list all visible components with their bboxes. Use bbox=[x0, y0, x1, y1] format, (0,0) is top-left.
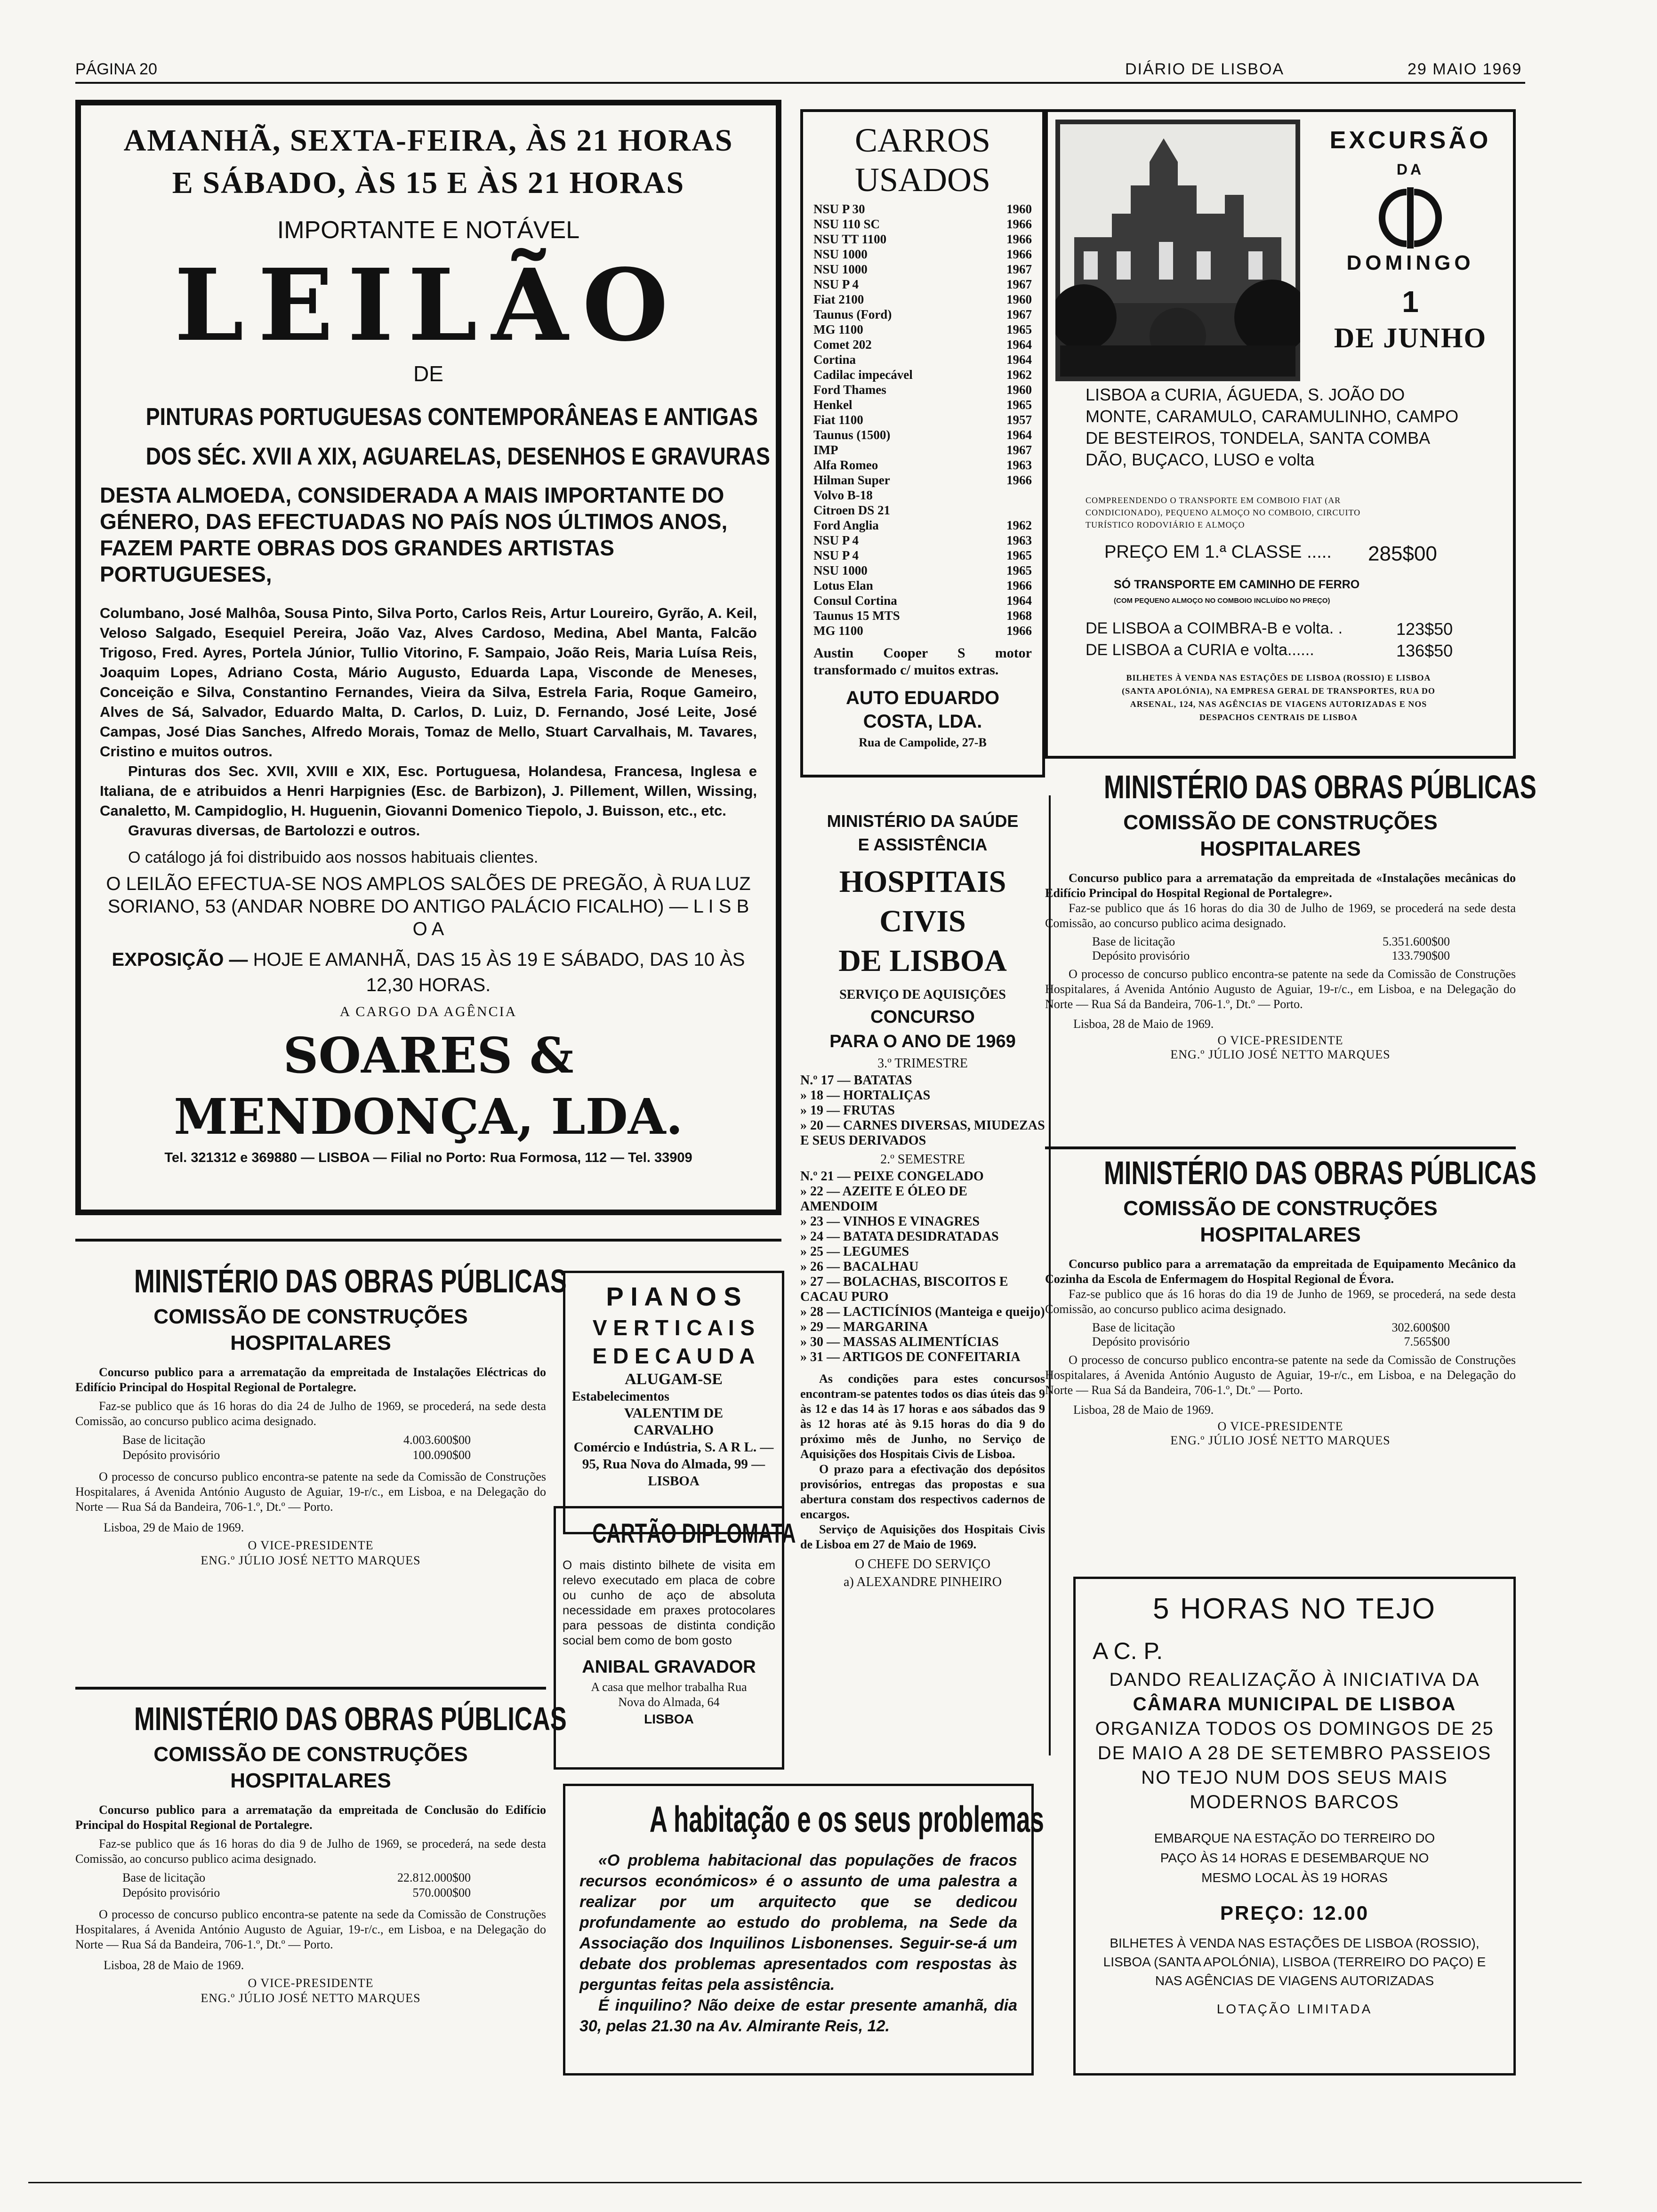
pianos-t6: VALENTIM DE CARVALHO bbox=[624, 1405, 724, 1438]
carros-list bbox=[813, 201, 1032, 638]
car-item bbox=[813, 473, 1032, 488]
mop-notice-right-1 bbox=[1045, 767, 1536, 1144]
car-year: 1966 bbox=[1006, 217, 1032, 231]
leilao-line1: AMANHÃ, SEXTA-FEIRA, ÀS 21 HORAS bbox=[123, 123, 733, 158]
hospitais-semestre: 2.º SEMESTRE bbox=[880, 1152, 965, 1167]
mop-notice-left-2 bbox=[75, 1699, 567, 2113]
mop-right1-p2: Faz-se publico que ás 16 horas do dia 30 de Julho de 1969, se procederá na sede desta Comissão, ao concurso publico acima designado. bbox=[1045, 901, 1516, 930]
car-item bbox=[813, 216, 1032, 232]
car-model: Cortina bbox=[813, 353, 856, 367]
mop-left1-base: 4.003.600$00 bbox=[403, 1433, 471, 1447]
mop-left2-title: MINISTÉRIO DAS OBRAS PÚBLICAS bbox=[134, 1700, 567, 1737]
carros-austin: Austin Cooper S motor transformado c/ muitos extras. bbox=[813, 645, 1032, 678]
cartao-ad bbox=[554, 1506, 796, 1770]
excursao-p2-label: DE LISBOA a CURIA e volta...... bbox=[1086, 641, 1314, 659]
mop-left1-title: MINISTÉRIO DAS OBRAS PÚBLICAS bbox=[134, 1263, 567, 1299]
car-model: NSU TT 1100 bbox=[813, 232, 887, 246]
cartao-firm: ANIBAL GRAVADOR bbox=[582, 1657, 756, 1677]
leilao-tel: Tel. 321312 e 369880 — LISBOA — Filial no Porto: Rua Formosa, 112 — Tel. 33909 bbox=[164, 1150, 692, 1165]
carros-ad bbox=[800, 109, 1045, 777]
car-year: 1966 bbox=[1006, 624, 1032, 638]
hospital-item: » 30 — MASSAS ALIMENTÍCIAS bbox=[800, 1335, 999, 1349]
car-model: NSU 1000 bbox=[813, 563, 868, 577]
car-year: 1960 bbox=[1006, 292, 1032, 306]
car-item bbox=[813, 488, 1032, 503]
car-model: Cadilac impecável bbox=[813, 368, 913, 382]
car-item bbox=[813, 578, 1032, 593]
mop-left2-base-label: Base de licitação bbox=[122, 1871, 206, 1884]
car-item bbox=[813, 337, 1032, 352]
excursao-preco-label: PREÇO EM 1.ª CLASSE ..... bbox=[1104, 542, 1332, 562]
mop-left1-p2: Faz-se publico que ás 16 horas do dia 24 de Julho de 1969, se procederá, na sede desta Comissão, ao concurso publico acima designado. bbox=[75, 1399, 546, 1428]
car-item bbox=[813, 533, 1032, 548]
cp-logo-icon bbox=[1377, 183, 1443, 253]
leilao-cargo: A CARGO DA AGÊNCIA bbox=[339, 1004, 517, 1019]
hospital-item: » 28 — LACTICÍNIOS (Manteiga e queijo) bbox=[800, 1305, 1045, 1319]
car-model: Fiat 1100 bbox=[813, 413, 863, 427]
car-item bbox=[813, 307, 1032, 322]
hospitais-min2: E ASSISTÊNCIA bbox=[858, 835, 988, 854]
pianos-t4: ALUGAM-SE bbox=[625, 1370, 723, 1388]
car-item bbox=[813, 442, 1032, 457]
mop-notice-right-2 bbox=[1045, 1153, 1536, 1544]
hospital-item: N.º 17 — BATATAS bbox=[800, 1073, 912, 1088]
cartao-city: LISBOA bbox=[644, 1712, 694, 1726]
hospital-item: » 29 — MARGARINA bbox=[800, 1320, 928, 1334]
tejo-preco: PREÇO: 12.00 bbox=[1220, 1902, 1369, 1924]
excursao-so: SÓ TRANSPORTE EM CAMINHO DE FERRO bbox=[1114, 578, 1360, 591]
car-year: 1962 bbox=[1006, 368, 1032, 382]
car-item bbox=[813, 548, 1032, 563]
mop-left2-date: Lisboa, 28 de Maio de 1969. bbox=[104, 1958, 244, 1972]
leilao-firm: SOARES & MENDONÇA, LDA. bbox=[174, 1026, 683, 1146]
mop-right1-base-label: Base de licitação bbox=[1092, 935, 1175, 948]
excursao-domingo: DOMINGO bbox=[1346, 251, 1474, 274]
pianos-t3: E D E C A U D A bbox=[592, 1344, 755, 1368]
hospitais-servico: SERVIÇO DE AQUISIÇÕES bbox=[839, 987, 1006, 1002]
leilao-gravuras: Gravuras diversas, de Bartolozzi e outros. bbox=[128, 822, 420, 839]
excursao-month: DE JUNHO bbox=[1334, 322, 1487, 353]
car-model: NSU 110 SC bbox=[813, 217, 880, 231]
car-year: 1964 bbox=[1006, 353, 1032, 367]
car-item bbox=[813, 322, 1032, 337]
car-model: Comet 202 bbox=[813, 337, 872, 352]
excursao-ad bbox=[1045, 109, 1516, 759]
hospitais-title2: DE LISBOA bbox=[838, 944, 1007, 978]
mop-right2-p1: Concurso publico para a arrematação da empreitada de Equipamento Mecânico da Cozinha da Escola de Enfermagem do Hospital Regional de Évora. bbox=[1045, 1257, 1516, 1286]
pianos-t1: P I A N O S bbox=[606, 1282, 741, 1311]
car-model: Hilman Super bbox=[813, 473, 890, 487]
car-model: Lotus Elan bbox=[813, 578, 873, 593]
hospital-item: » 20 — CARNES DIVERSAS, MIUDEZAS E SEUS DERIVADOS bbox=[800, 1118, 1045, 1148]
tejo-t7: BILHETES À VENDA NAS ESTAÇÕES DE LISBOA (ROSSIO), LISBOA (SANTA APOLÓNIA), LISBOA (TERREIRO DO PAÇO) E NAS AGÊNCIAS DE VIAGENS AUTORIZADAS bbox=[1103, 1936, 1486, 1988]
mop-left2-p1: Concurso publico para a arrematação da empreitada de Conclusão do Edifício Principal do Hospital Regional de Portalegre. bbox=[75, 1803, 546, 1832]
hospital-item: » 22 — AZEITE E ÓLEO DE AMENDOIM bbox=[800, 1184, 967, 1214]
car-model: Taunus (Ford) bbox=[813, 307, 892, 321]
car-year: 1966 bbox=[1006, 473, 1032, 487]
habitacao-text: «O problema habitacional das populações de fracos recursos económicos» é o assunto de uma palestra a realizar por um arquitecto que se dedicou profundamente ao estudo do problema, na Sede da Associação dos Inquilinos Lisbonenses. Seguir-se-á um debate dos problemas apresentados com respostas às perguntas feitas pela assistência. bbox=[579, 1851, 1017, 1994]
hospitais-p3: Serviço de Aquisições dos Hospitais Civis de Lisboa em 27 de Maio de 1969. bbox=[800, 1523, 1045, 1551]
mop-right2-date: Lisboa, 28 de Maio de 1969. bbox=[1073, 1403, 1214, 1417]
car-year: 1957 bbox=[1006, 413, 1032, 427]
car-item bbox=[813, 518, 1032, 533]
hospitais-p1: As condições para estes concursos encontram-se patentes todos os dias úteis das 9 às 12 e das 14 às 17 horas e aos sábados das 9 às 12 horas até às 9.15 horas do dia 9 do próximo mês de Junho, no Serviço de Aquisições dos Hospitais Civis de Lisboa. bbox=[800, 1372, 1045, 1461]
car-item bbox=[813, 397, 1032, 412]
excursao-preco: 285$00 bbox=[1368, 542, 1437, 565]
newspaper-name: DIÁRIO DE LISBOA bbox=[1125, 60, 1285, 78]
mop-right2-comissao: COMISSÃO DE CONSTRUÇÕES HOSPITALARES bbox=[1123, 1197, 1438, 1246]
mop-left1-date: Lisboa, 29 de Maio de 1969. bbox=[104, 1521, 244, 1534]
car-year: 1960 bbox=[1006, 383, 1032, 397]
mop-right2-base: 302.600$00 bbox=[1392, 1321, 1450, 1334]
tejo-cp: A C. P. bbox=[1093, 1638, 1163, 1664]
hospitais-p2: O prazo para a efectivação dos depósitos provisórios, entregas das propostas e sua abertura constam dos respectivos cadernos de encargos. bbox=[800, 1462, 1045, 1521]
car-model: Alfa Romeo bbox=[813, 458, 878, 472]
car-model: NSU P 4 bbox=[813, 277, 859, 291]
hospitais-list-trimestre bbox=[800, 1073, 1045, 1148]
excursao-bilhetes: BILHETES À VENDA NAS ESTAÇÕES DE LISBOA (ROSSIO) E LISBOA (SANTA APOLÓNIA), NA EMPRESA GERAL DE TRANSPORTES, RUA DO ARSENAL, 124, NAS AGÊNCIAS DE VIAGENS AUTORIZADAS E NOS DESPACHOS CENTRAIS DE LISBOA bbox=[1122, 673, 1435, 722]
car-item bbox=[813, 608, 1032, 623]
leilao-pinturas: Pinturas dos Sec. XVII, XVIII e XIX, Esc. Portuguesa, Holandesa, Francesa, Inglesa e Italiana, de e atribuidos a Henri Harpignies (Esc. de Barbizon), J. Pillement, Willen, Wissing, Canaletto, M. Campidoglio, H. Huguenin, Giovanni Domenico Tiepolo, J. Buisson, etc., etc. bbox=[100, 763, 757, 819]
car-item bbox=[813, 503, 1032, 518]
car-year: 1967 bbox=[1006, 307, 1032, 321]
cartao-text: O mais distinto bilhete de visita em relevo executado em placa de cobre ou cunho de aço de absoluta necessidade em praxes protocolares para pessoas de distinta condição social bem como de bom gosto bbox=[563, 1558, 775, 1647]
leilao-artists: Columbano, José Malhôa, Sousa Pinto, Silva Porto, Carlos Reis, Artur Loureiro, Gyrão, A. Keil, Veloso Salgado, Esequiel Pereira, João Vaz, Alves Cardoso, Medina, Abel Manta, Falcão Trigoso, Fred. Ayres, Portela Júnior, Tullio Vitorino, F. Sampaio, João Reis, Maria Luísa Reis, Joaquim Lopes, Adriano Costa, Mário Augusto, Eduarda Lapa, Visconde de Meneses, Conceição e Silva, Constantino Fernandes, Vieira da Silva, Estrela Faria, Roque Gameiro, Alves de Sá, Salvador, Eduardo Malta, D. Carlos, D. Luiz, D. Fernando, José Leite, José Campas, José Dias Sanches, Alfredo Morais, Tomaz de Mello, Stuart Carvalhais, M. Tavares, Cristino e muitos outros. bbox=[100, 605, 757, 760]
mop-right2-eng: ENG.º JÚLIO JOSÉ NETTO MARQUES bbox=[1170, 1434, 1391, 1447]
bottom-rule bbox=[28, 2182, 1582, 2183]
mop-right1-comissao: COMISSÃO DE CONSTRUÇÕES HOSPITALARES bbox=[1123, 811, 1438, 860]
hospitais-chefe: O CHEFE DO SERVIÇO bbox=[855, 1557, 990, 1571]
excursao-title: EXCURSÃO bbox=[1329, 127, 1491, 154]
car-year: 1967 bbox=[1006, 277, 1032, 291]
tejo-t5: ORGANIZA TODOS OS DOMINGOS DE 25 DE MAIO A 28 DE SETEMBRO PASSEIOS NO TEJO NUM DOS SEUS MAIS MODERNOS BARCOS bbox=[1095, 1718, 1494, 1812]
masthead-rule bbox=[75, 82, 1525, 84]
car-model: Henkel bbox=[813, 398, 853, 412]
mop-left2-p3: O processo de concurso publico encontra-se patente na sede da Comissão de Construções Hospitalares, á Avenida António Augusto de Aguiar, 19-r/c., em Lisboa, e na Delegação do Norte — Rua Sá da Bandeira, 706-1.º, Dt.º — Porto. bbox=[75, 1907, 546, 1951]
car-year: 1968 bbox=[1006, 609, 1032, 623]
hospitais-ano: PARA O ANO DE 1969 bbox=[829, 1032, 1016, 1051]
car-year: 1967 bbox=[1006, 262, 1032, 276]
mop-left1-eng: ENG.º JÚLIO JOSÉ NETTO MARQUES bbox=[201, 1554, 421, 1567]
mop-right1-eng: ENG.º JÚLIO JOSÉ NETTO MARQUES bbox=[1170, 1048, 1391, 1061]
car-model: Taunus 15 MTS bbox=[813, 609, 900, 623]
mop-right2-title: MINISTÉRIO DAS OBRAS PÚBLICAS bbox=[1104, 1154, 1536, 1191]
mop-left1-comissao: COMISSÃO DE CONSTRUÇÕES HOSPITALARES bbox=[153, 1305, 468, 1354]
car-model: Ford Anglia bbox=[813, 518, 879, 532]
excursao-so-small: (COM PEQUENO ALMOÇO NO COMBOIO INCLUÍDO NO PREÇO) bbox=[1114, 597, 1330, 605]
mop-left1-vp: O VICE-PRESIDENTE bbox=[248, 1539, 374, 1552]
car-year: 1964 bbox=[1006, 593, 1032, 608]
car-model: Fiat 2100 bbox=[813, 292, 864, 306]
car-model: NSU 1000 bbox=[813, 262, 868, 276]
mop-right2-dep: 7.565$00 bbox=[1404, 1335, 1450, 1348]
leilao-de: DE bbox=[413, 361, 443, 386]
car-model: Consul Cortina bbox=[813, 593, 897, 608]
mop-left-rule bbox=[75, 1687, 546, 1690]
mop-right2-vp: O VICE-PRESIDENTE bbox=[1217, 1419, 1343, 1433]
hospital-item: » 26 — BACALHAU bbox=[800, 1259, 919, 1274]
pianos-t7: Comércio e Indústria, S. A R L. — 95, Rua Nova do Almada, 99 — LISBOA bbox=[573, 1440, 774, 1489]
mop-left2-comissao: COMISSÃO DE CONSTRUÇÕES HOSPITALARES bbox=[153, 1743, 468, 1792]
issue-date: 29 MAIO 1969 bbox=[1408, 60, 1522, 78]
car-year: 1964 bbox=[1006, 337, 1032, 352]
car-item bbox=[813, 262, 1032, 277]
car-year: 1966 bbox=[1006, 247, 1032, 261]
mop-left2-dep-label: Depósito provisório bbox=[122, 1886, 220, 1899]
tejo-camara: CÂMARA MUNICIPAL DE LISBOA bbox=[1133, 1694, 1456, 1715]
leilao-title: LEILÃO bbox=[174, 247, 683, 363]
car-year: 1963 bbox=[1006, 533, 1032, 547]
car-item bbox=[813, 427, 1032, 442]
car-year: 1964 bbox=[1006, 428, 1032, 442]
car-item bbox=[813, 277, 1032, 292]
car-item bbox=[813, 623, 1032, 638]
hospital-item: » 18 — HORTALIÇAS bbox=[800, 1088, 931, 1103]
pianos-t5: Estabelecimentos bbox=[572, 1389, 669, 1404]
hospital-item: N.º 21 — PEIXE CONGELADO bbox=[800, 1169, 984, 1184]
mop-right1-vp: O VICE-PRESIDENTE bbox=[1217, 1034, 1343, 1047]
mop-right1-base: 5.351.600$00 bbox=[1383, 935, 1450, 948]
car-year: 1965 bbox=[1006, 398, 1032, 412]
car-item bbox=[813, 593, 1032, 608]
excursao-route: LISBOA a CURIA, ÁGUEDA, S. JOÃO DO MONTE, CARAMULO, CARAMULINHO, CAMPO DE BESTEIROS, TONDELA, SANTA COMBA DÃO, BUÇACO, LUSO e volta bbox=[1086, 385, 1459, 469]
tejo-ad bbox=[1073, 1577, 1516, 2076]
car-model: Citroen DS 21 bbox=[813, 503, 891, 517]
mop-left1-base-label: Base de licitação bbox=[122, 1433, 206, 1447]
exposicao-label: EXPOSIÇÃO — bbox=[112, 949, 248, 970]
car-year: 1960 bbox=[1006, 202, 1032, 216]
car-model: IMP bbox=[813, 443, 838, 457]
car-item bbox=[813, 563, 1032, 578]
mop-right1-dep-label: Depósito provisório bbox=[1092, 949, 1190, 962]
mop-left1-p3: O processo de concurso publico encontra-se patente na sede da Comissão de Construções Hospitalares, á Avenida António Augusto de Aguiar, 19-r/c., em Lisboa, e na Delegação do Norte — Rua Sá da Bandeira, 706-1.º, Dt.º — Porto. bbox=[75, 1470, 546, 1514]
mop-right1-title: MINISTÉRIO DAS OBRAS PÚBLICAS bbox=[1104, 769, 1536, 805]
mop-right-rule bbox=[1045, 1146, 1516, 1149]
palace-illustration-icon bbox=[1055, 120, 1300, 381]
car-model: Ford Thames bbox=[813, 383, 886, 397]
hospital-item: » 25 — LEGUMES bbox=[800, 1244, 909, 1259]
leilao-local: O LEILÃO EFECTUA-SE NOS AMPLOS SALÕES DE PREGÃO, À RUA LUZ SORIANO, 53 (ANDAR NOBRE DO ANTIGO PALÁCIO FICALHO) — L I S B O A bbox=[106, 874, 751, 939]
mop-right1-p1: Concurso publico para a arrematação da empreitada de «Instalações mecânicas do Edifício Principal do Hospital Regional de Portalegre». bbox=[1045, 871, 1516, 900]
hospital-item: » 27 — BOLACHAS, BISCOITOS E CACAU PURO bbox=[800, 1274, 1008, 1304]
habitacao-text2: É inquilino? Não deixe de estar presente amanhã, dia 30, pelas 21.30 na Av. Almirante Reis, 12. bbox=[579, 1996, 1017, 2035]
leilao-sub2: DOS SÉC. XVII A XIX, AGUARELAS, DESENHOS E GRAVURAS bbox=[145, 443, 770, 470]
leilao-line2: E SÁBADO, ÀS 15 E ÀS 21 HORAS bbox=[172, 166, 685, 200]
hospitais-nome: a) ALEXANDRE PINHEIRO bbox=[844, 1575, 1002, 1589]
car-year: 1966 bbox=[1006, 578, 1032, 593]
car-model: Taunus (1500) bbox=[813, 428, 891, 442]
car-year: 1967 bbox=[1006, 443, 1032, 457]
leilao-catalogo: O catálogo já foi distribuido aos nossos habituais clientes. bbox=[128, 849, 539, 866]
cartao-addr: A casa que melhor trabalha Rua Nova do Almada, 64 bbox=[591, 1680, 747, 1709]
leilao-rule bbox=[75, 1239, 781, 1242]
mop-left2-base: 22.812.000$00 bbox=[397, 1871, 471, 1884]
excursao-p2: 136$50 bbox=[1396, 641, 1453, 660]
car-item bbox=[813, 382, 1032, 397]
mop-right2-dep-label: Depósito provisório bbox=[1092, 1335, 1190, 1348]
excursao-p1-label: DE LISBOA a COIMBRA-B e volta. . bbox=[1086, 619, 1343, 637]
habitacao-title: A habitação e os seus problemas bbox=[649, 1798, 1044, 1840]
car-item bbox=[813, 292, 1032, 307]
pianos-t2: V E R T I C A I S bbox=[592, 1315, 755, 1340]
mop-right2-p3: O processo de concurso publico encontra-se patente na sede da Comissão de Construções Hospitalares, á Avenida António Augusto de Aguiar, 19-r/c., em Lisboa, e na Delegação do Norte — Rua Sá da Bandeira, 706-1.º, Dt.º — Porto. bbox=[1045, 1353, 1516, 1397]
carros-title2: USADOS bbox=[854, 161, 991, 199]
tejo-title: 5 HORAS NO TEJO bbox=[1153, 1593, 1436, 1625]
hospitais-notice bbox=[800, 809, 1045, 1751]
car-item bbox=[813, 352, 1032, 367]
car-model: NSU P 4 bbox=[813, 533, 859, 547]
car-item bbox=[813, 247, 1032, 262]
tejo-t6: EMBARQUE NA ESTAÇÃO DO TERREIRO DO PAÇO ÀS 14 HORAS E DESEMBARQUE NO MESMO LOCAL ÀS 19 HORAS bbox=[1154, 1831, 1435, 1885]
hospital-item: » 31 — ARTIGOS DE CONFEITARIA bbox=[800, 1350, 1021, 1364]
mop-notice-left-1 bbox=[75, 1261, 567, 1666]
habitacao-box bbox=[563, 1784, 1044, 2076]
mop-left2-dep: 570.000$00 bbox=[412, 1886, 471, 1899]
tejo-t3: DANDO REALIZAÇÃO À INICIATIVA DA bbox=[1109, 1669, 1480, 1690]
mop-left2-eng: ENG.º JÚLIO JOSÉ NETTO MARQUES bbox=[201, 1991, 421, 2005]
mop-right1-dep: 133.790$00 bbox=[1392, 949, 1450, 962]
cartao-title: CARTÃO DIPLOMATA bbox=[592, 1518, 796, 1549]
car-year: 1966 bbox=[1006, 232, 1032, 246]
car-item bbox=[813, 232, 1032, 247]
exposicao-text: HOJE E AMANHÃ, DAS 15 ÀS 19 E SÁBADO, DAS 10 ÀS 12,30 HORAS. bbox=[253, 949, 745, 995]
mop-right1-date: Lisboa, 28 de Maio de 1969. bbox=[1073, 1017, 1214, 1031]
car-item bbox=[813, 457, 1032, 473]
hospital-item: » 23 — VINHOS E VINAGRES bbox=[800, 1214, 980, 1229]
car-year: 1965 bbox=[1006, 563, 1032, 577]
excursao-day: 1 bbox=[1402, 285, 1419, 319]
mop-left1-p1: Concurso publico para a arrematação da empreitada de Instalações Eléctricas do Edifício Principal do Hospital Regional de Portalegre. bbox=[75, 1365, 546, 1394]
car-year: 1965 bbox=[1006, 322, 1032, 337]
leilao-ad bbox=[75, 100, 781, 1215]
car-model: MG 1100 bbox=[813, 624, 863, 638]
mop-right2-p2: Faz-se publico que ás 16 horas do dia 19 de Junho de 1969, se procederá, na sede desta Comissão, ao concurso publico acima designado. bbox=[1045, 1287, 1516, 1316]
hospital-item: » 24 — BATATA DESIDRATADAS bbox=[800, 1229, 999, 1244]
car-item bbox=[813, 201, 1032, 216]
hospitais-list-semestre bbox=[800, 1169, 1045, 1365]
hospitais-min1: MINISTÉRIO DA SAÚDE bbox=[827, 811, 1019, 831]
car-model: NSU P 4 bbox=[813, 548, 859, 562]
page-number: PÁGINA 20 bbox=[75, 60, 157, 78]
leilao-desc: DESTA ALMOEDA, CONSIDERADA A MAIS IMPORTANTE DO GÉNERO, DAS EFECTUADAS NO PAÍS NOS ÚLTIMOS ANOS, FAZEM PARTE OBRAS DOS GRANDES ARTISTAS PORTUGUESES, bbox=[100, 483, 728, 586]
mop-right1-p3: O processo de concurso publico encontra-se patente na sede da Comissão de Construções Hospitalares, á Avenida António Augusto de Aguiar, 19-r/c., em Lisboa, e na Delegação do Norte — Rua Sá da Bandeira, 706-1.º, Dt.º — Porto. bbox=[1045, 967, 1516, 1011]
carros-firm: AUTO EDUARDO COSTA, LDA. bbox=[846, 688, 999, 732]
carros-address: Rua de Campolide, 27-B bbox=[859, 736, 987, 749]
car-model: MG 1100 bbox=[813, 322, 863, 337]
hospitais-trimestre: 3.º TRIMESTRE bbox=[877, 1056, 968, 1071]
car-model: Volvo B-18 bbox=[813, 488, 873, 502]
mop-left2-vp: O VICE-PRESIDENTE bbox=[248, 1976, 374, 1990]
car-year: 1963 bbox=[1006, 458, 1032, 472]
car-model: NSU 1000 bbox=[813, 247, 868, 261]
tejo-lotacao: LOTAÇÃO LIMITADA bbox=[1216, 2002, 1373, 2016]
car-item bbox=[813, 412, 1032, 427]
leilao-sub1: PINTURAS PORTUGUESAS CONTEMPORÂNEAS E ANTIGAS bbox=[145, 403, 758, 431]
mop-left2-p2: Faz-se publico que ás 16 horas do dia 9 de Julho de 1969, se procederá, na sede desta Comissão, ao concurso publico acima designado. bbox=[75, 1837, 546, 1866]
leilao-line3: IMPORTANTE E NOTÁVEL bbox=[277, 216, 580, 244]
car-model: NSU P 30 bbox=[813, 202, 865, 216]
hospitais-title1: HOSPITAIS CIVIS bbox=[839, 865, 1006, 938]
excursao-p1: 123$50 bbox=[1396, 619, 1453, 639]
mop-right2-base-label: Base de licitação bbox=[1092, 1321, 1175, 1334]
hospital-item: » 19 — FRUTAS bbox=[800, 1103, 895, 1118]
excursao-da: DA bbox=[1396, 161, 1424, 178]
mop-left1-dep-label: Depósito provisório bbox=[122, 1448, 220, 1462]
mop-left1-dep: 100.090$00 bbox=[412, 1448, 471, 1462]
car-year: 1965 bbox=[1006, 548, 1032, 562]
excursao-small: COMPREENDENDO O TRANSPORTE EM COMBOIO FIAT (AR CONDICIONADO), PEQUENO ALMOÇO NO COMBOIO, CIRCUITO TURÍSTICO RODOVIÁRIO E ALMOÇO bbox=[1086, 496, 1361, 529]
car-year: 1962 bbox=[1006, 518, 1032, 532]
hospitais-concurso: CONCURSO bbox=[870, 1007, 975, 1027]
carros-title1: CARROS bbox=[854, 121, 991, 159]
car-item bbox=[813, 367, 1032, 382]
pianos-ad bbox=[563, 1271, 784, 1534]
